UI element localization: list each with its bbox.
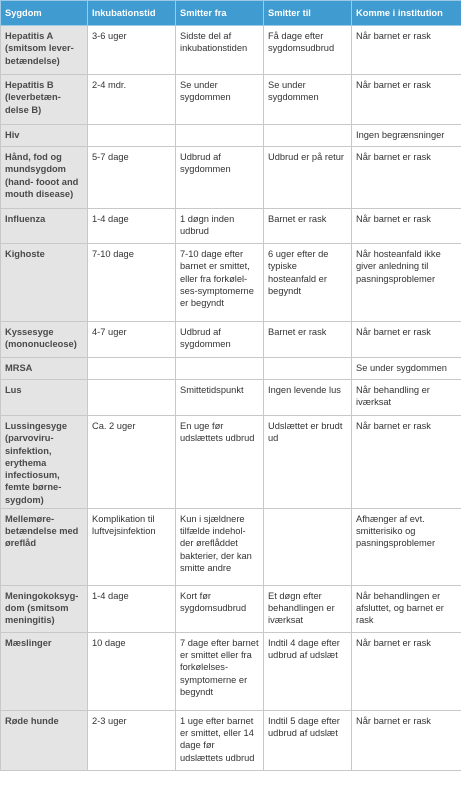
cell-inkubationstid: Komplikation til luftvejsinfektion: [88, 508, 176, 585]
table-row: [1, 380, 461, 416]
cell-inkubationstid: 10 dage: [88, 632, 176, 710]
cell-inkubationstid: [88, 358, 176, 380]
cell-smitter-fra: [176, 125, 264, 147]
cell-smitter-til: Indtil 4 dage efter udbrud af udslæt: [264, 632, 352, 710]
table-row: [1, 244, 461, 322]
cell-smitter-til: Ingen levende lus: [264, 380, 352, 416]
cell-institution: Afhænger af evt. smitterisiko og pasningsproblemer: [352, 508, 461, 585]
cell-smitter-fra: Kort før sygdomsudbrud: [176, 585, 264, 632]
cell-sygdom: Mæslinger: [1, 632, 88, 710]
cell-institution: Når behandlingen er afsluttet, og barnet er rask: [352, 585, 461, 632]
cell-institution: Når barnet er rask: [352, 75, 461, 125]
cell-sygdom: Lus: [1, 380, 88, 416]
header-smitter-fra: Smitter fra: [176, 1, 264, 26]
cell-smitter-til: Udbrud er på retur: [264, 147, 352, 209]
cell-inkubationstid: Ca. 2 uger: [88, 416, 176, 509]
cell-smitter-til: Et døgn efter behandlingen er iværksat: [264, 585, 352, 632]
cell-institution: Når hosteanfald ikke giver anledning til pasningsproblemer: [352, 244, 461, 322]
cell-smitter-fra: Udbrud af sygdommen: [176, 322, 264, 358]
cell-institution: Ingen begrænsninger: [352, 125, 461, 147]
cell-smitter-til: 6 uger efter de typiske hosteanfald er begyndt: [264, 244, 352, 322]
cell-inkubationstid: [88, 125, 176, 147]
cell-sygdom: Kyssesyge (mononucleose): [1, 322, 88, 358]
cell-sygdom: Hepatitis A (smitsom lever-betændelse): [1, 26, 88, 75]
table-row: [1, 75, 461, 125]
cell-institution: Når barnet er rask: [352, 209, 461, 244]
cell-smitter-til: [264, 508, 352, 585]
cell-smitter-fra: En uge før udslættets udbrud: [176, 416, 264, 509]
header-komme-i-institution: Komme i institution: [352, 1, 461, 26]
cell-inkubationstid: 2-3 uger: [88, 710, 176, 770]
cell-inkubationstid: 3-6 uger: [88, 26, 176, 75]
cell-institution: Når barnet er rask: [352, 710, 461, 770]
cell-sygdom: Hånd, fod og mundsygdom (hand- fooot and mouth disease): [1, 147, 88, 209]
table-row: [1, 632, 461, 710]
cell-smitter-til: Få dage efter sygdomsudbrud: [264, 26, 352, 75]
cell-sygdom: Mellemøre-betændelse med øreflåd: [1, 508, 88, 585]
cell-smitter-fra: Smittetidspunkt: [176, 380, 264, 416]
table-row: [1, 209, 461, 244]
cell-sygdom: Lussingesyge (parvoviru-sinfektion, erythema infectiosum, femte børne-sygdom): [1, 416, 88, 509]
header-row: [1, 1, 461, 26]
cell-inkubationstid: 7-10 dage: [88, 244, 176, 322]
cell-inkubationstid: [88, 380, 176, 416]
cell-institution: Når behandling er iværksat: [352, 380, 461, 416]
cell-institution: Når barnet er rask: [352, 147, 461, 209]
cell-institution: Når barnet er rask: [352, 632, 461, 710]
cell-smitter-til: Barnet er rask: [264, 209, 352, 244]
cell-smitter-til: [264, 358, 352, 380]
cell-smitter-fra: 7-10 dage efter barnet er smittet, eller fra forkølel-ses-symptomerne er begyndt: [176, 244, 264, 322]
table-row: [1, 358, 461, 380]
cell-sygdom: Influenza: [1, 209, 88, 244]
cell-inkubationstid: 5-7 dage: [88, 147, 176, 209]
header-sygdom: Sygdom: [1, 1, 88, 26]
cell-smitter-til: Se under sygdommen: [264, 75, 352, 125]
cell-smitter-fra: [176, 358, 264, 380]
cell-inkubationstid: 1-4 dage: [88, 209, 176, 244]
table-row: [1, 147, 461, 209]
cell-smitter-til: Barnet er rask: [264, 322, 352, 358]
cell-inkubationstid: 1-4 dage: [88, 585, 176, 632]
cell-smitter-fra: 7 dage efter barnet er smittet eller fra forkølelses-symptomerne er begyndt: [176, 632, 264, 710]
cell-sygdom: MRSA: [1, 358, 88, 380]
cell-smitter-fra: 1 uge efter barnet er smittet, eller 14 dage før udslættets udbrud: [176, 710, 264, 770]
cell-institution: Når barnet er rask: [352, 322, 461, 358]
cell-smitter-fra: Se under sygdommen: [176, 75, 264, 125]
table-row: [1, 508, 461, 585]
cell-sygdom: Røde hunde: [1, 710, 88, 770]
header-inkubationstid: Inkubationstid: [88, 1, 176, 26]
cell-inkubationstid: 2-4 mdr.: [88, 75, 176, 125]
cell-smitter-til: Indtil 5 dage efter udbrud af udslæt: [264, 710, 352, 770]
table-row: [1, 416, 461, 509]
table-row: [1, 585, 461, 632]
table-row: [1, 26, 461, 75]
cell-inkubationstid: 4-7 uger: [88, 322, 176, 358]
cell-institution: Se under sygdommen: [352, 358, 461, 380]
table-row: [1, 322, 461, 358]
cell-sygdom: Meningokoksyg-dom (smitsom meningitis): [1, 585, 88, 632]
header-smitter-til: Smitter til: [264, 1, 352, 26]
cell-smitter-fra: Kun i sjældnere tilfælde indehol-der øreflåddet bakterier, der kan smitte andre: [176, 508, 264, 585]
cell-smitter-fra: 1 døgn inden udbrud: [176, 209, 264, 244]
cell-sygdom: Hepatitis B (leverbetæn-delse B): [1, 75, 88, 125]
cell-institution: Når barnet er rask: [352, 26, 461, 75]
cell-smitter-fra: Udbrud af sygdommen: [176, 147, 264, 209]
table-row: [1, 125, 461, 147]
cell-institution: Når barnet er rask: [352, 416, 461, 509]
table-row: [1, 710, 461, 770]
cell-smitter-til: [264, 125, 352, 147]
cell-smitter-fra: Sidste del af inkubationstiden: [176, 26, 264, 75]
cell-sygdom: Kighoste: [1, 244, 88, 322]
cell-smitter-til: Udslættet er brudt ud: [264, 416, 352, 509]
cell-sygdom: Hiv: [1, 125, 88, 147]
